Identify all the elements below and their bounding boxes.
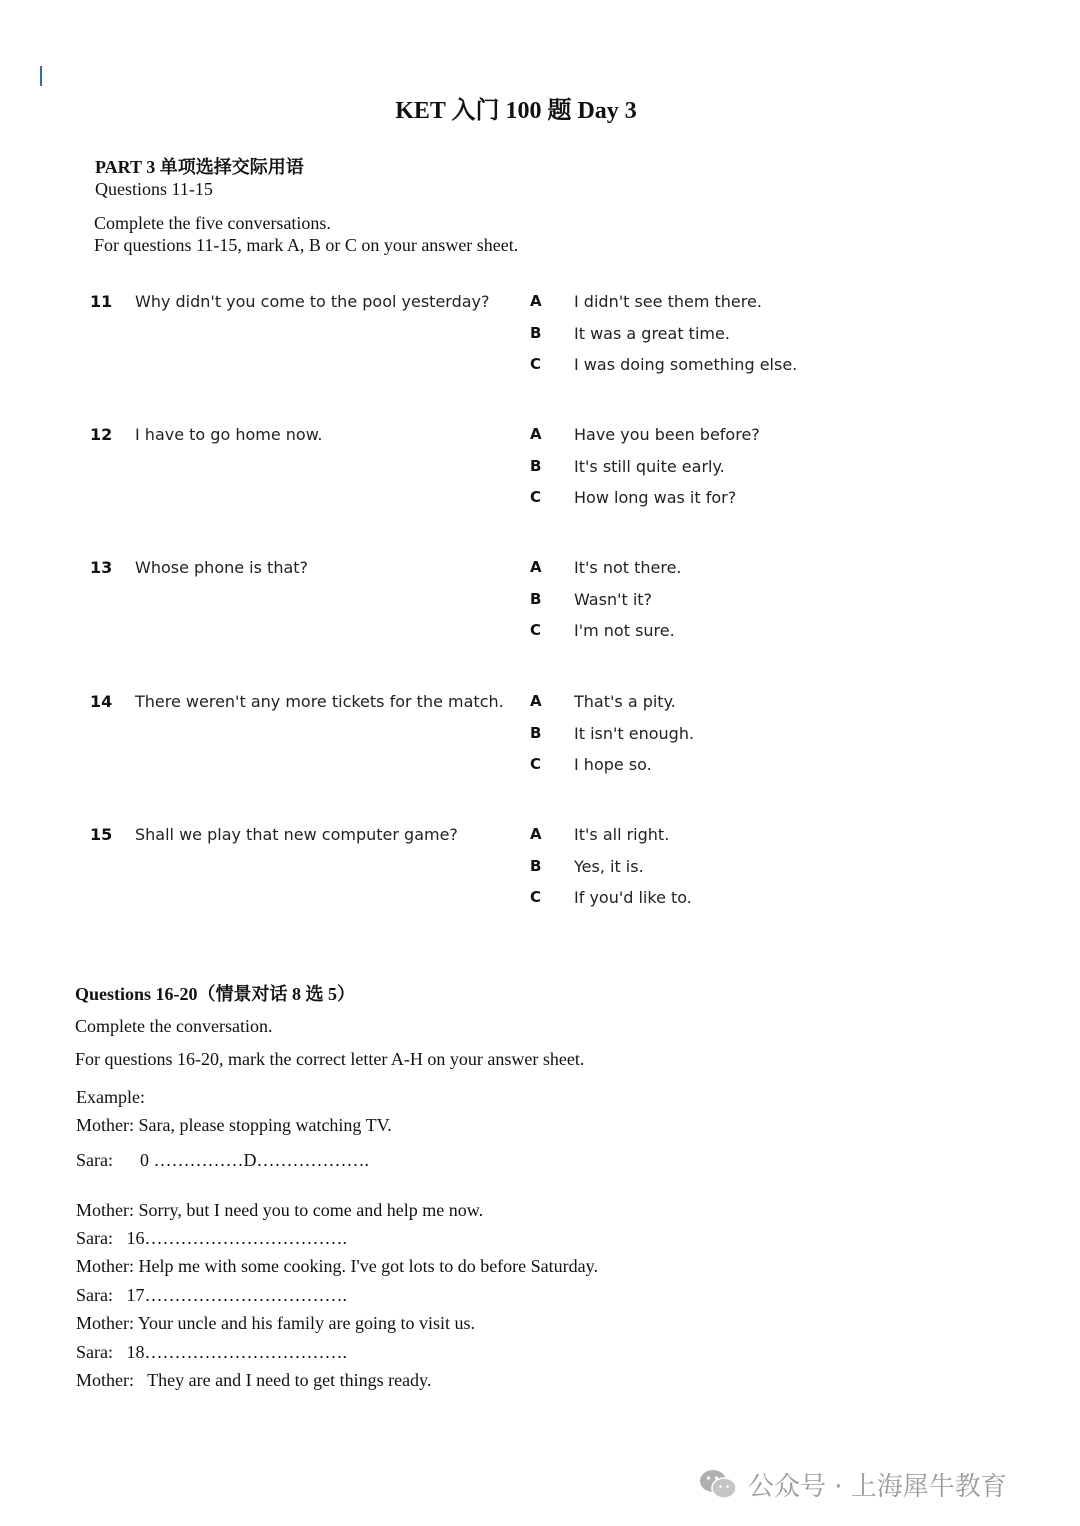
option-text: If you'd like to. [574, 888, 692, 907]
dialogue-line: Sara: 16……………………………. [76, 1228, 347, 1248]
question-15 [0, 825, 1080, 925]
option-text: It's all right. [574, 825, 670, 844]
dialogue-line: Mother: Help me with some cooking. I've got lots to do before Saturday. [76, 1256, 598, 1276]
option-letter: C [530, 488, 542, 506]
option-letter: C [530, 888, 542, 906]
question-text: There weren't any more tickets for the match. [135, 692, 504, 711]
option-letter: B [530, 590, 542, 608]
question-14 [0, 692, 1080, 792]
option-letter: A [530, 425, 542, 443]
option-text: It was a great time. [574, 324, 730, 343]
option-text: Wasn't it? [574, 590, 653, 609]
option-letter: A [530, 292, 542, 310]
option-text: It isn't enough. [574, 724, 695, 743]
question-text: Why didn't you come to the pool yesterday? [135, 292, 490, 311]
option-letter: B [530, 724, 542, 742]
option-text: I'm not sure. [574, 621, 675, 640]
question-text: Whose phone is that? [135, 558, 309, 577]
part4-heading: Questions 16-20（情景对话 8 选 5） [75, 984, 356, 1004]
question-number: 12 [90, 425, 113, 444]
option-text: It's still quite early. [574, 457, 725, 476]
question-number: 15 [90, 825, 113, 844]
question-text: I have to go home now. [135, 425, 323, 444]
watermark [698, 1462, 1007, 1506]
question-number: 13 [90, 558, 113, 577]
option-text: How long was it for? [574, 488, 737, 507]
example-line: Mother: Sara, please stopping watching TV. [76, 1115, 392, 1135]
option-letter: C [530, 755, 542, 773]
part3-instruction-1: Complete the five conversations. [94, 213, 331, 233]
option-text: Have you been before? [574, 425, 760, 444]
dialogue-line: Sara: 17……………………………. [76, 1285, 347, 1305]
option-letter: C [530, 621, 542, 639]
question-text: Shall we play that new computer game? [135, 825, 458, 844]
option-letter: A [530, 825, 542, 843]
option-text: It's not there. [574, 558, 682, 577]
dialogue-line: Sara: 18……………………………. [76, 1342, 347, 1362]
option-letter: B [530, 457, 542, 475]
option-text: I hope so. [574, 755, 652, 774]
option-text: That's a pity. [574, 692, 676, 711]
option-letter: A [530, 692, 542, 710]
part3-instructions [94, 212, 518, 256]
page-title: KET 入门 100 题 Day 3 [395, 98, 637, 124]
option-text: Yes, it is. [574, 857, 644, 876]
question-number: 11 [90, 292, 113, 311]
dialogue-line: Mother: They are and I need to get things ready. [76, 1370, 432, 1390]
part3-heading: PART 3 单项选择交际用语 [95, 157, 304, 177]
example-label: Example: [76, 1087, 145, 1107]
part4-instruction-1: Complete the conversation. [75, 1016, 273, 1036]
option-text: I was doing something else. [574, 355, 798, 374]
option-text: I didn't see them there. [574, 292, 762, 311]
question-11 [0, 292, 1080, 392]
part3-instruction-2: For questions 11-15, mark A, B or C on your answer sheet. [94, 235, 519, 255]
option-letter: A [530, 558, 542, 576]
part3-questions-range: Questions 11-15 [95, 179, 213, 199]
question-13 [0, 558, 1080, 658]
text-cursor-marker [40, 66, 42, 86]
part3-header [95, 156, 304, 200]
option-letter: C [530, 355, 542, 373]
dialogue-line: Mother: Sorry, but I need you to come and help me now. [76, 1200, 484, 1220]
option-letter: B [530, 857, 542, 875]
example-line: Sara: 0 ……………D………………. [76, 1150, 369, 1170]
question-number: 14 [90, 692, 113, 711]
option-letter: B [530, 324, 542, 342]
wechat-icon [698, 1467, 738, 1501]
question-12 [0, 425, 1080, 525]
watermark-text: 公众号 · 上海犀牛教育 [748, 1471, 1007, 1502]
part4-instruction-2: For questions 16-20, mark the correct letter A-H on your answer sheet. [75, 1049, 585, 1069]
dialogue-line: Mother: Your uncle and his family are going to visit us. [76, 1313, 475, 1333]
